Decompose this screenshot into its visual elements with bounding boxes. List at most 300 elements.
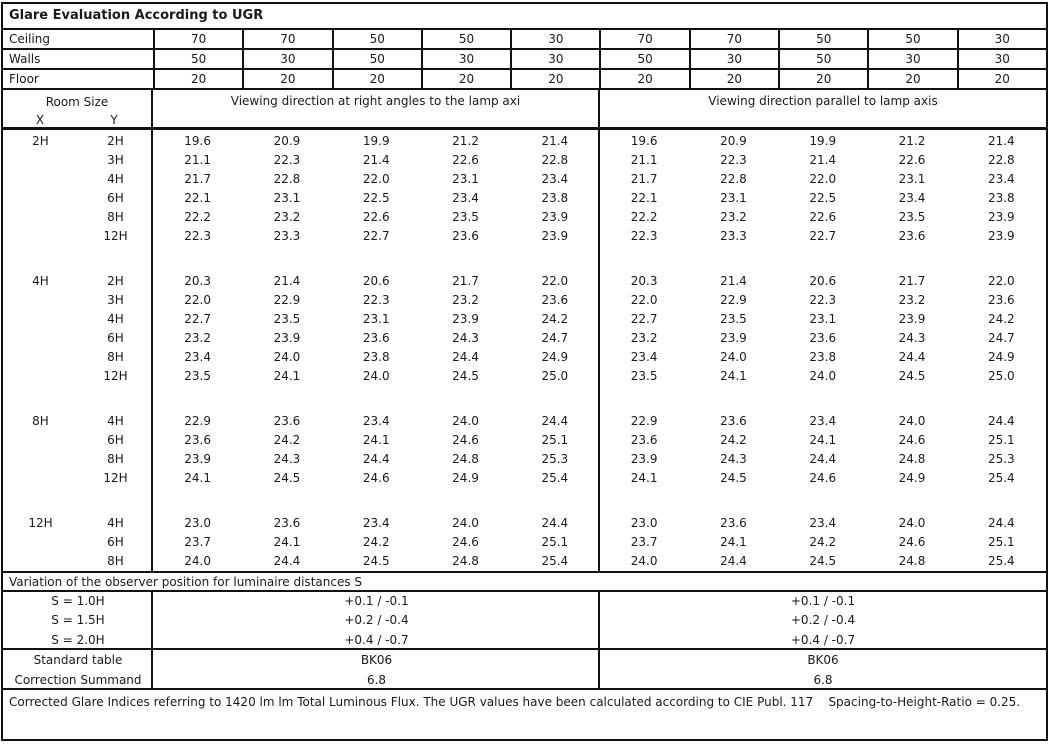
ugr-value-cell: 22.2: [184, 210, 211, 224]
ugr-value-cell: 24.9: [452, 471, 479, 485]
ugr-value-cell: 24.0: [452, 516, 479, 530]
ugr-value-cell: 20.6: [809, 274, 837, 288]
ugr-value-cell: 23.8: [541, 191, 569, 205]
room-x-label: [3, 348, 78, 367]
ugr-value-cell: 24.2: [541, 312, 569, 326]
ugr-row: [3, 170, 1046, 189]
s-offset-left: +0.4 / -0.7: [344, 632, 409, 647]
ugr-value-cell: 23.6: [898, 229, 926, 243]
ugr-value-cell: 24.1: [184, 471, 211, 485]
summary-value-left: 6.8: [366, 673, 387, 687]
ugr-value-cell: 22.9: [184, 414, 211, 428]
room-y-label: 6H: [107, 433, 124, 447]
ugr-value-cell: 23.4: [809, 414, 837, 428]
ugr-value-cell: 23.6: [630, 433, 658, 447]
ugr-value-cell: 23.7: [184, 535, 211, 549]
ugr-value-cell: 23.2: [184, 331, 211, 345]
room-x-label: [3, 227, 78, 246]
ugr-value-cell: 22.6: [809, 210, 837, 224]
surface-value-cell: 20: [957, 70, 1046, 88]
ugr-value-cell: 23.9: [987, 210, 1015, 224]
ugr-value-cell: 21.2: [452, 134, 479, 148]
surface-reflectance-grid: [3, 30, 1046, 90]
ugr-value-cell: 24.6: [809, 471, 837, 485]
ugr-value-cell: 22.3: [184, 229, 211, 243]
ugr-value-cell: 23.9: [720, 331, 747, 345]
ugr-value-cell: 24.2: [720, 433, 747, 447]
room-y-label: 6H: [107, 191, 124, 205]
summary-value-right: 6.8: [813, 673, 833, 687]
surface-value-cell: 30: [510, 30, 599, 48]
room-size-header: [3, 90, 153, 127]
ugr-value-cell: 23.1: [720, 191, 747, 205]
surface-value-cell: 20: [242, 70, 331, 88]
ugr-value-cell: 24.0: [184, 554, 211, 568]
room-x-label: [3, 208, 78, 227]
ugr-row: [3, 151, 1046, 170]
ugr-value-cell: 23.3: [720, 229, 747, 243]
ugr-value-cell: 23.6: [273, 414, 301, 428]
surface-value-cell: 70: [689, 30, 778, 48]
surface-value-cell: 50: [332, 50, 421, 68]
ugr-value-cell: 23.8: [809, 350, 837, 364]
ugr-value-cell: 23.6: [720, 414, 747, 428]
ugr-value-cell: 24.2: [362, 535, 390, 549]
surface-row-label: Ceiling: [9, 32, 50, 46]
ugr-row: [3, 189, 1046, 208]
room-y-label: 2H: [107, 134, 124, 148]
column-divider: [151, 650, 153, 688]
room-y-label: 12H: [103, 369, 128, 383]
ugr-value-cell: 24.5: [362, 554, 390, 568]
ugr-value-cell: 24.4: [362, 452, 390, 466]
column-divider: [151, 130, 153, 571]
ugr-value-cell: 21.4: [987, 134, 1015, 148]
surface-value-cell: 50: [778, 50, 867, 68]
room-x-label: [3, 170, 78, 189]
surface-value-cell: 20: [421, 70, 510, 88]
ugr-value-cell: 24.1: [720, 535, 747, 549]
ugr-value-cell: 23.9: [184, 452, 211, 466]
ugr-value-cell: 24.5: [273, 471, 301, 485]
ugr-value-cell: 23.9: [987, 229, 1015, 243]
ugr-value-cell: 23.1: [809, 312, 837, 326]
ugr-value-cell: 22.0: [541, 274, 569, 288]
ugr-value-cell: 23.0: [630, 516, 658, 530]
room-y-label: 12H: [103, 229, 128, 243]
ugr-value-cell: 23.2: [452, 293, 479, 307]
column-divider: [598, 650, 600, 688]
ugr-value-cell: 21.7: [452, 274, 479, 288]
ugr-value-cell: 20.3: [630, 274, 658, 288]
ugr-value-cell: 23.9: [898, 312, 926, 326]
ugr-value-cell: 25.1: [541, 535, 569, 549]
ugr-value-cell: 22.0: [362, 172, 390, 186]
ugr-value-cell: 25.4: [987, 471, 1015, 485]
s-offset-right: +0.1 / -0.1: [790, 594, 856, 608]
room-y-label: 3H: [107, 153, 124, 167]
ugr-value-cell: 20.3: [184, 274, 211, 288]
ugr-value-cell: 23.0: [184, 516, 211, 530]
ugr-value-cell: 24.0: [720, 350, 747, 364]
summary-row-label: Correction Summand: [14, 673, 142, 687]
ugr-value-cell: 22.0: [630, 293, 658, 307]
ugr-value-cell: 23.4: [809, 516, 837, 530]
room-y-label: 4H: [107, 172, 124, 186]
ugr-value-cell: 24.0: [362, 369, 390, 383]
ugr-value-cell: 23.4: [452, 191, 479, 205]
ugr-value-cell: 22.3: [720, 153, 747, 167]
ugr-value-cell: 25.4: [987, 554, 1015, 568]
ugr-value-cell: 25.4: [541, 554, 569, 568]
surface-value-cell: 50: [332, 30, 421, 48]
ugr-value-cell: 24.3: [898, 331, 926, 345]
ugr-value-cell: 24.9: [987, 350, 1015, 364]
ugr-value-cell: 22.0: [184, 293, 211, 307]
ugr-value-cell: 20.6: [362, 274, 390, 288]
surface-value-cell: 50: [778, 30, 867, 48]
ugr-value-cell: 24.6: [898, 535, 926, 549]
room-y-label: 8H: [107, 350, 124, 364]
ugr-value-cell: 19.9: [809, 134, 837, 148]
ugr-value-cell: 24.4: [987, 516, 1015, 530]
room-x-label: [3, 450, 78, 469]
surface-row: [3, 30, 1046, 50]
ugr-value-cell: 24.1: [362, 433, 390, 447]
ugr-value-cell: 24.4: [987, 414, 1015, 428]
ugr-value-cell: 23.1: [273, 191, 301, 205]
ugr-value-cell: 23.9: [452, 312, 479, 326]
room-x-label: [3, 367, 78, 386]
ugr-value-cell: 24.8: [898, 452, 926, 466]
ugr-value-cell: 23.9: [630, 452, 658, 466]
ugr-value-cell: 23.5: [720, 312, 747, 326]
surface-value-cell: 70: [153, 30, 242, 48]
ugr-row: [3, 412, 1046, 431]
room-y-label: 6H: [107, 535, 124, 549]
surface-value-cell: 20: [332, 70, 421, 88]
ugr-value-cell: 23.8: [362, 350, 390, 364]
ugr-value-cell: 24.6: [898, 433, 926, 447]
ugr-value-cell: 23.9: [541, 210, 569, 224]
s-distance-label: S = 1.0H: [51, 594, 105, 608]
ugr-value-cell: 21.4: [541, 134, 569, 148]
ugr-value-cell: 24.9: [541, 350, 569, 364]
ugr-value-cell: 24.5: [720, 471, 747, 485]
ugr-value-cell: 21.4: [273, 274, 301, 288]
s-distance-row: [3, 592, 1046, 611]
room-y-label: 3H: [107, 293, 124, 307]
ugr-value-cell: 23.5: [630, 369, 658, 383]
room-x-label: [3, 310, 78, 329]
ugr-value-cell: 23.6: [809, 331, 837, 345]
s-offset-left: +0.2 / -0.4: [344, 613, 409, 628]
viewing-direction-right-angles-heading: Viewing direction at right angles to the lamp axi: [153, 90, 600, 127]
ugr-value-cell: 22.3: [362, 293, 390, 307]
surface-value-cell: 20: [689, 70, 778, 88]
ugr-value-cell: 24.8: [452, 452, 479, 466]
room-x-label: [3, 469, 78, 488]
ugr-value-cell: 24.6: [452, 433, 479, 447]
s-offset-right: +0.4 / -0.7: [790, 632, 856, 647]
ugr-row: [3, 291, 1046, 310]
room-x-label: [3, 431, 78, 450]
surface-value-cell: 70: [599, 30, 688, 48]
surface-value-cell: 20: [510, 70, 599, 88]
surface-value-cell: 20: [153, 70, 242, 88]
ugr-value-cell: 23.1: [362, 312, 390, 326]
surface-value-cell: 50: [421, 30, 510, 48]
ugr-value-cell: 23.4: [184, 350, 211, 364]
ugr-value-cell: 23.6: [452, 229, 479, 243]
ugr-value-cell: 23.4: [362, 414, 390, 428]
surface-value-cell: 20: [778, 70, 867, 88]
ugr-row: [3, 227, 1046, 246]
ugr-value-cell: 22.2: [630, 210, 658, 224]
ugr-value-cell: 22.8: [541, 153, 569, 167]
room-y-label: 12H: [103, 471, 128, 485]
s-distance-label: S = 1.5H: [51, 613, 105, 628]
ugr-value-cell: 19.6: [184, 134, 211, 148]
ugr-value-cell: 25.3: [541, 452, 569, 466]
ugr-value-cell: 24.1: [273, 535, 301, 549]
ugr-value-cell: 22.1: [184, 191, 211, 205]
ugr-value-cell: 23.9: [273, 331, 301, 345]
ugr-value-cell: 23.2: [630, 331, 658, 345]
surface-value-cell: 50: [599, 50, 688, 68]
surface-value-cell: 20: [867, 70, 956, 88]
ugr-value-cell: 24.1: [273, 369, 301, 383]
ugr-value-cell: 24.8: [452, 554, 479, 568]
summary-value-right: BK06: [807, 653, 839, 667]
ugr-value-cell: 24.0: [630, 554, 658, 568]
ugr-value-cell: 24.2: [273, 433, 301, 447]
ugr-value-cell: 23.2: [720, 210, 747, 224]
room-y-label: 6H: [107, 331, 124, 345]
ugr-data-area: [3, 130, 1046, 571]
ugr-value-cell: 22.8: [273, 172, 301, 186]
ugr-value-cell: 22.6: [452, 153, 479, 167]
column-divider: [598, 592, 600, 648]
x-axis-label: X: [35, 113, 45, 127]
ugr-row: [3, 272, 1046, 291]
surface-row-label: Floor: [9, 72, 39, 86]
s-offset-right: +0.2 / -0.4: [790, 613, 856, 628]
surface-value-cell: 30: [957, 30, 1046, 48]
variation-heading: Variation of the observer position for luminaire distances S: [3, 571, 1046, 592]
summary-row-label: Standard table: [33, 653, 123, 667]
ugr-value-cell: 22.3: [809, 293, 837, 307]
ugr-value-cell: 24.0: [898, 414, 926, 428]
ugr-row: [3, 310, 1046, 329]
ugr-value-cell: 23.5: [184, 369, 211, 383]
ugr-value-cell: 22.0: [809, 172, 837, 186]
ugr-value-cell: 23.5: [898, 210, 926, 224]
room-x-label: [3, 291, 78, 310]
ugr-value-cell: 23.6: [720, 516, 747, 530]
room-y-label: 4H: [107, 312, 124, 326]
ugr-row: [3, 450, 1046, 469]
ugr-value-cell: 21.7: [898, 274, 926, 288]
ugr-row: [3, 348, 1046, 367]
ugr-value-cell: 25.1: [541, 433, 569, 447]
room-x-label: 4H: [32, 274, 49, 288]
ugr-value-cell: 24.4: [541, 414, 569, 428]
ugr-value-cell: 21.4: [362, 153, 390, 167]
ugr-value-cell: 24.1: [630, 471, 658, 485]
ugr-value-cell: 24.0: [452, 414, 479, 428]
ugr-value-cell: 23.8: [987, 191, 1015, 205]
s-distance-row: [3, 611, 1046, 630]
s-offset-left: +0.1 / -0.1: [344, 594, 409, 608]
ugr-row: [3, 431, 1046, 450]
ugr-value-cell: 24.2: [987, 312, 1015, 326]
surface-value-cell: 30: [421, 50, 510, 68]
ugr-value-cell: 23.6: [273, 516, 301, 530]
ugr-value-cell: 23.9: [541, 229, 569, 243]
ugr-value-cell: 25.1: [987, 535, 1015, 549]
room-x-label: [3, 552, 78, 571]
surface-value-cell: 50: [153, 50, 242, 68]
ugr-value-cell: 24.1: [809, 433, 837, 447]
ugr-rows: [3, 132, 1046, 571]
ugr-value-cell: 22.7: [184, 312, 211, 326]
ugr-value-cell: 25.4: [541, 471, 569, 485]
ugr-value-cell: 24.6: [362, 471, 390, 485]
ugr-row: [3, 514, 1046, 533]
ugr-value-cell: 24.4: [898, 350, 926, 364]
room-x-label: [3, 533, 78, 552]
ugr-value-cell: 20.9: [273, 134, 301, 148]
ugr-value-cell: 22.9: [273, 293, 301, 307]
ugr-value-cell: 25.3: [987, 452, 1015, 466]
ugr-value-cell: 23.7: [630, 535, 658, 549]
ugr-value-cell: 24.4: [452, 350, 479, 364]
ugr-value-cell: 25.0: [987, 369, 1015, 383]
ugr-value-cell: 21.7: [630, 172, 658, 186]
ugr-value-cell: 22.1: [630, 191, 658, 205]
ugr-value-cell: 21.4: [809, 153, 837, 167]
room-y-label: 2H: [107, 274, 124, 288]
ugr-value-cell: 24.8: [898, 554, 926, 568]
s-distance-row: [3, 631, 1046, 650]
ugr-value-cell: 24.5: [809, 554, 837, 568]
ugr-value-cell: 22.9: [720, 293, 747, 307]
ugr-value-cell: 23.1: [898, 172, 926, 186]
ugr-value-cell: 22.5: [362, 191, 390, 205]
room-x-label: [3, 189, 78, 208]
ugr-value-cell: 25.1: [987, 433, 1015, 447]
surface-value-cell: 20: [599, 70, 688, 88]
ugr-row: [3, 533, 1046, 552]
ugr-value-cell: 23.2: [273, 210, 301, 224]
ugr-value-cell: 23.4: [362, 516, 390, 530]
s-distance-label: S = 2.0H: [51, 632, 105, 647]
surface-value-cell: 50: [867, 30, 956, 48]
ugr-value-cell: 23.6: [184, 433, 211, 447]
ugr-value-cell: 22.7: [809, 229, 837, 243]
ugr-value-cell: 24.6: [452, 535, 479, 549]
ugr-value-cell: 22.3: [273, 153, 301, 167]
ugr-row: [3, 469, 1046, 488]
ugr-value-cell: 23.1: [452, 172, 479, 186]
ugr-value-cell: 22.6: [362, 210, 390, 224]
ugr-value-cell: 24.3: [720, 452, 747, 466]
ugr-row: [3, 329, 1046, 348]
s-rows: [3, 592, 1046, 650]
ugr-value-cell: 22.8: [987, 153, 1015, 167]
ugr-value-cell: 24.2: [809, 535, 837, 549]
ugr-value-cell: 24.4: [720, 554, 747, 568]
ugr-row: [3, 208, 1046, 227]
ugr-value-cell: 21.4: [720, 274, 747, 288]
ugr-value-cell: 24.0: [273, 350, 301, 364]
ugr-value-cell: 23.5: [273, 312, 301, 326]
ugr-value-cell: 21.2: [898, 134, 926, 148]
surface-value-cell: 30: [510, 50, 599, 68]
ugr-value-cell: 23.6: [987, 293, 1015, 307]
room-y-label: 8H: [107, 210, 124, 224]
ugr-value-cell: 24.3: [452, 331, 479, 345]
room-x-label: 12H: [28, 516, 53, 530]
surface-value-cell: 30: [957, 50, 1046, 68]
summary-value-left: BK06: [360, 653, 393, 667]
ugr-value-cell: 24.1: [720, 369, 747, 383]
ugr-value-cell: 22.9: [630, 414, 658, 428]
room-x-label: 2H: [32, 134, 49, 148]
ugr-value-cell: 24.4: [809, 452, 837, 466]
viewing-direction-parallel-heading: Viewing direction parallel to lamp axis: [708, 94, 938, 108]
room-x-label: 8H: [32, 414, 49, 428]
room-x-label: [3, 151, 78, 170]
ugr-value-cell: 24.7: [541, 331, 569, 345]
ugr-value-cell: 24.4: [541, 516, 569, 530]
page-title: Glare Evaluation According to UGR: [3, 4, 1046, 30]
ugr-value-cell: 22.8: [720, 172, 747, 186]
summary-section: [3, 650, 1046, 690]
ugr-value-cell: 23.4: [987, 172, 1015, 186]
room-size-label: Room Size: [45, 95, 109, 109]
room-y-label: 4H: [107, 516, 124, 530]
surface-value-cell: 30: [867, 50, 956, 68]
ugr-value-cell: 23.2: [898, 293, 926, 307]
ugr-value-cell: 19.9: [362, 134, 390, 148]
ugr-value-cell: 24.5: [452, 369, 479, 383]
surface-row: [3, 50, 1046, 70]
y-axis-label: Y: [110, 113, 118, 127]
table-header-row: [3, 90, 1046, 130]
ugr-value-cell: 23.4: [630, 350, 658, 364]
ugr-value-cell: 19.6: [630, 134, 658, 148]
footer-note: Corrected Glare Indices referring to 1420 lm lm Total Luminous Flux. The UGR values have been calculated according to CIE Publ. 117 Spacing-to-Height-Ratio = 0.25.: [9, 695, 1021, 709]
summary-rows: [3, 650, 1046, 690]
ugr-row: [3, 132, 1046, 151]
ugr-value-cell: 24.9: [898, 471, 926, 485]
ugr-value-cell: 24.0: [898, 516, 926, 530]
ugr-value-cell: 22.5: [809, 191, 837, 205]
ugr-value-cell: 24.5: [898, 369, 926, 383]
ugr-value-cell: 24.0: [809, 369, 837, 383]
surface-value-cell: 30: [242, 50, 331, 68]
observer-variation-section: [3, 592, 1046, 650]
ugr-value-cell: 24.3: [273, 452, 301, 466]
ugr-value-cell: 22.0: [987, 274, 1015, 288]
surface-row-label: Walls: [9, 52, 41, 66]
ugr-value-cell: 22.3: [630, 229, 658, 243]
ugr-value-cell: 22.6: [898, 153, 926, 167]
ugr-value-cell: 25.0: [541, 369, 569, 383]
ugr-value-cell: 20.9: [720, 134, 747, 148]
